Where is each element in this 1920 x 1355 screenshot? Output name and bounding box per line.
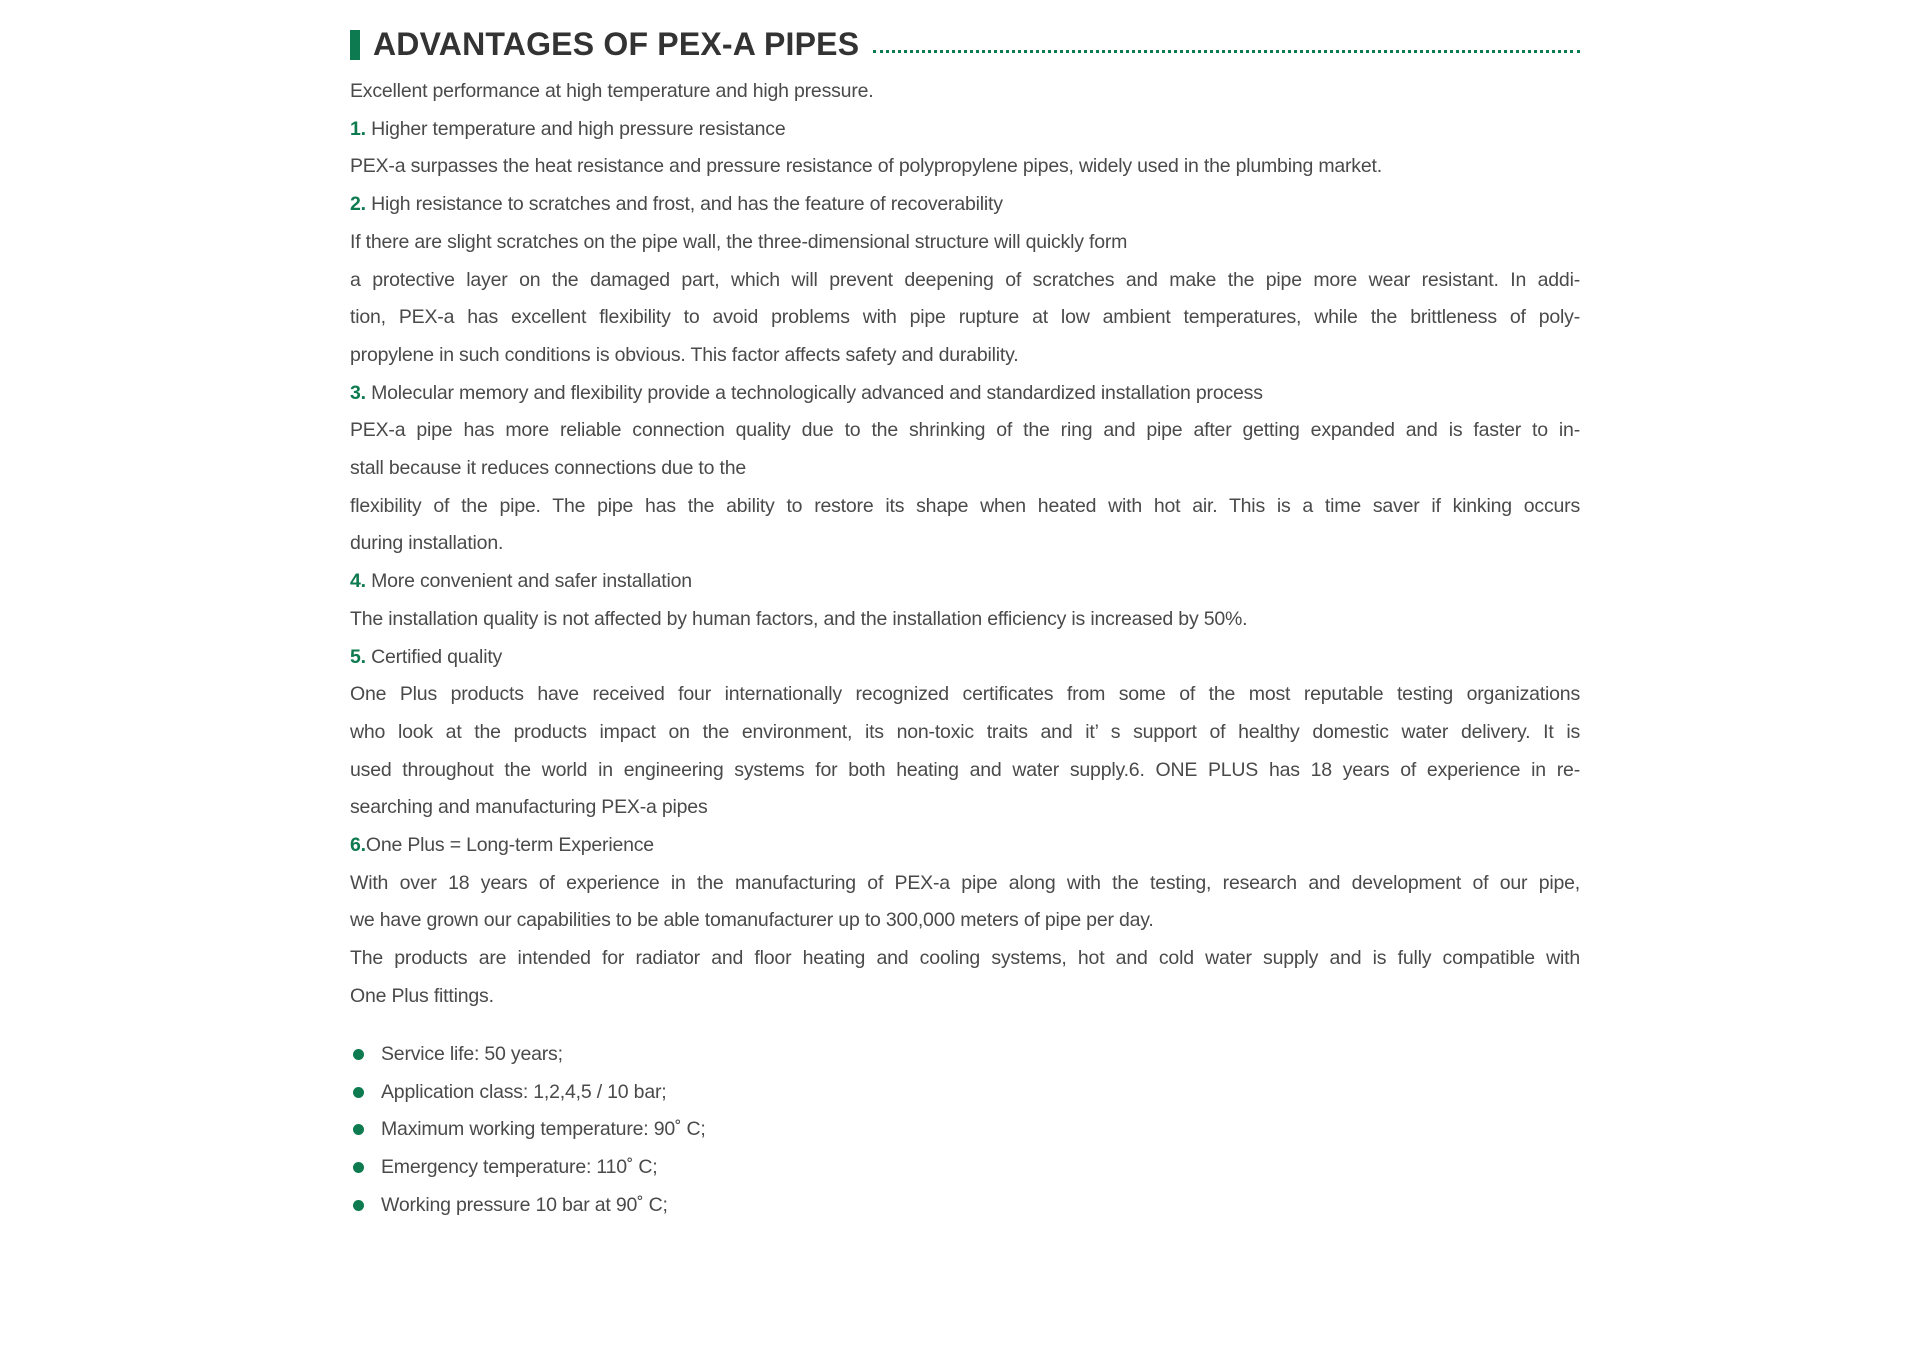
line-text: PEX-a pipe has more reliable connection quality due to the shrinking of the ring and pipe after getting expanded and is faster to in- [350,419,1580,442]
text-line [350,902,1580,940]
text-line [350,224,1580,262]
text-line [350,525,1580,563]
text-line [350,375,1580,413]
line-text: a protective layer on the damaged part, which will prevent deepening of scratches and make the pipe more wear resistant. In addi- [350,268,1580,291]
text-line [350,789,1580,827]
dotted-leader [873,50,1580,53]
bullet-text: Service life: 50 years; [381,1043,563,1065]
line-text: used throughout the world in engineering systems for both heating and water supply.6. ONE PLUS has 18 years of experience in re- [350,758,1580,781]
paragraph-lines [350,73,1580,1016]
bullet-text: Emergency temperature: 110˚ C; [381,1156,658,1179]
text-line [350,563,1580,601]
text-line [350,337,1580,375]
line-number: 2. [350,193,366,216]
bullet-dot-icon [353,1162,364,1173]
text-line [350,186,1580,224]
line-text: Excellent performance at high temperature and high pressure. [350,80,874,102]
bullet-dot-icon [353,1124,364,1135]
line-text: One Plus fittings. [350,984,494,1007]
bullet-item [350,1074,1580,1112]
accent-bar [350,30,360,60]
text-line [350,111,1580,149]
line-text: With over 18 years of experience in the manufacturing of PEX-a pipe along with the testing, research and development of our pipe, [350,871,1580,894]
line-text: High resistance to scratches and frost, and has the feature of recoverability [365,193,1003,216]
bullet-dot-icon [353,1200,364,1211]
line-text: One Plus products have received four internationally recognized certificates from some of the most reputable testing organizations [350,683,1580,706]
line-number: 6. [350,834,366,857]
line-text: Certified quality [365,645,503,668]
line-text: propylene in such conditions is obvious. This factor affects safety and durability. [350,343,1019,366]
line-number: 4. [350,570,366,593]
text-line [350,676,1580,714]
bullet-text: Application class: 1,2,4,5 / 10 bar; [381,1080,667,1103]
line-text: One Plus = Long-term Experience [365,834,654,857]
text-line [350,940,1580,978]
line-text: during installation. [350,532,504,555]
text-line [350,450,1580,488]
line-text: The products are intended for radiator and floor heating and cooling systems, hot and cold water supply and is fully compatible with [350,947,1580,970]
line-text: tion, PEX-a has excellent flexibility to avoid problems with pipe rupture at low ambient temperatures, while the brittleness of poly- [350,306,1580,329]
line-number: 5. [350,645,366,668]
line-text: The installation quality is not affected by human factors, and the installation efficiency is increased by 50%. [350,607,1248,630]
text-line [350,865,1580,903]
text-line [350,262,1580,300]
bullet-dot-icon [353,1049,364,1060]
bullet-item [350,1149,1580,1187]
line-text: If there are slight scratches on the pipe wall, the three-dimensional structure will quickly form [350,230,1128,253]
text-line [350,639,1580,677]
text-line [350,714,1580,752]
text-line [350,488,1580,526]
text-line [350,148,1580,186]
line-number: 1. [350,117,366,140]
line-text: stall because it reduces connections due to the [350,457,747,480]
text-line [350,978,1580,1016]
line-text: Higher temperature and high pressure resistance [365,117,786,140]
bullet-text: Working pressure 10 bar at 90˚ C; [381,1193,668,1216]
line-text: Molecular memory and flexibility provide a technologically advanced and standardized installation process [365,381,1263,404]
line-text: who look at the products impact on the environment, its non-toxic traits and it’ s support of healthy domestic water delivery. It is [350,720,1580,743]
text-line [350,827,1580,865]
line-text: we have grown our capabilities to be able tomanufacturer up to 300,000 meters of pipe per day. [350,909,1154,932]
section-header [350,26,1580,63]
text-line [350,299,1580,337]
line-text: searching and manufacturing PEX-a pipes [350,796,708,819]
section-title: ADVANTAGES OF PEX-A PIPES [373,26,860,62]
bullet-item [350,1187,1580,1225]
bullet-list [350,1036,1580,1225]
text-line [350,73,1580,111]
bullet-dot-icon [353,1087,364,1098]
text-line [350,752,1580,790]
bullet-text: Maximum working temperature: 90˚ C; [381,1118,706,1141]
bullet-item [350,1036,1580,1074]
bullet-item [350,1111,1580,1149]
line-text: flexibility of the pipe. The pipe has the ability to restore its shape when heated with hot air. This is a time saver if kinking occurs [350,494,1580,517]
line-text: More convenient and safer installation [365,570,692,593]
text-line [350,601,1580,639]
text-line [350,412,1580,450]
line-number: 3. [350,381,366,404]
line-text: PEX-a surpasses the heat resistance and pressure resistance of polypropylene pipes, widely used in the plumbing market. [350,155,1382,178]
